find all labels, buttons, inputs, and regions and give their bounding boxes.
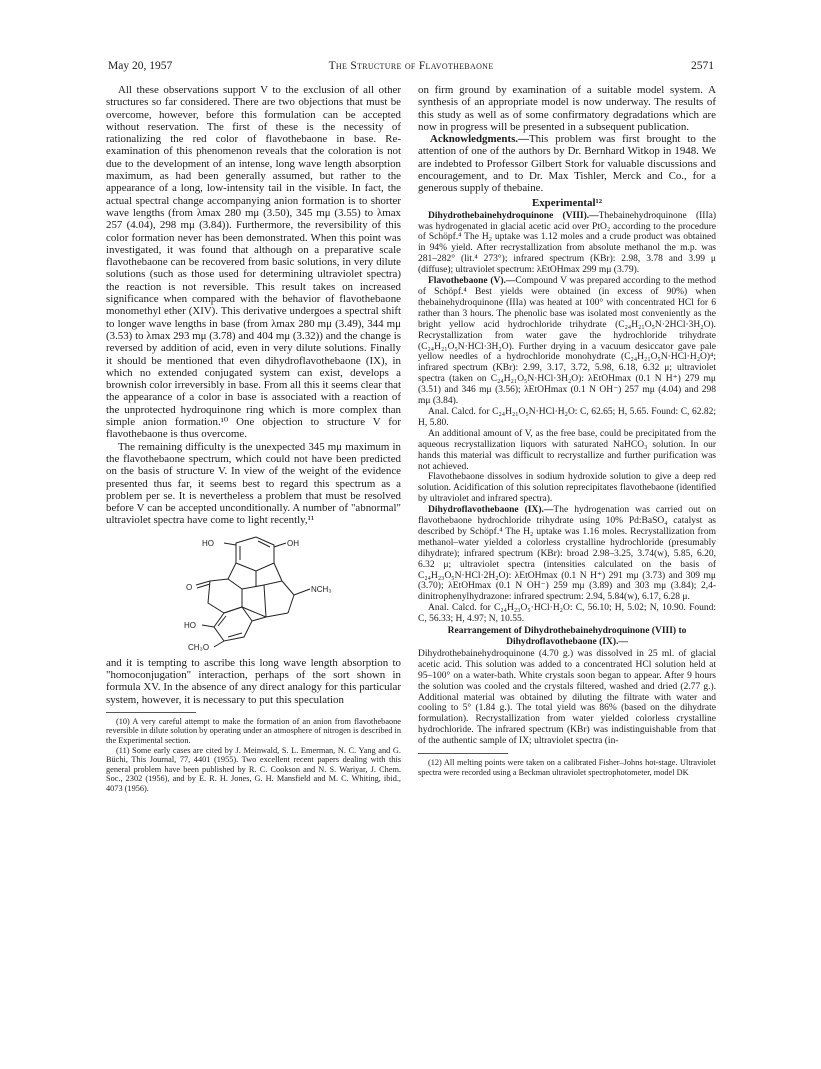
dihydrothebainehydroquinone-heading: Dihydrothebainehydroquinone (VIII).— (428, 210, 599, 221)
rearrangement-heading: Rearrangement of Dihydrothebainehydroquinone (VIII) to Dihydroflavothebaone (IX).— (447, 626, 687, 648)
structure-label-ho-top: HO (201, 538, 214, 548)
header-date: May 20, 1957 (108, 60, 173, 72)
dihydroflavothebaone-text: The hydrogenation was carried out on flavothebaone hydrochloride trihydrate using 10% Pd:BaSO₄ catalyst as described by Schöpf.⁴ The H₂ uptake was 1.16 moles. Recrystallization from methanol–water yielded a colorless crystalline hydrochloride (presumably dihydrate); infrared spectrum (KBr): broad 2.98–3.25, 3.74(w), 5.85, 6.20, 6.32 μ; ultraviolet spectra (intensities calculated on the basis of C₂₄H₂₃O₅N·HCl·2H₂O): λEtOHmax (0.1 N H⁺) 291 mμ (3.73) and 309 mμ (3.70); λEtOHmax (0.1 N OH⁻) 259 mμ (3.89) and 303 mμ (3.84); 2,4-dinitrophenylhydrazone: infrared spectrum: 2.94, 5.84(w), 6.17, 6.28 μ. (418, 505, 716, 603)
structure-label-ch3o: CH₃O (187, 642, 209, 651)
paragraph-dihydroflavothebaone (418, 505, 716, 603)
structure-label-ho-mid: HO (183, 620, 196, 630)
acknowledgments-text: This problem was first brought to the attention of one of the authors by Dr. Bernhard Witkop in 1948. We are indebted to Professor Gilbert Stork for valuable discussions and encouragement, and to Dr. Max Tishler, Merck and Co., for a generous supply of thebaine. (418, 133, 716, 195)
footnote-rule (106, 712, 196, 713)
running-header (108, 60, 714, 76)
paragraph-color-discussion: All these observations support V to the exclusion of all other structures so far considered. There are two objections that must be overcome, however, before this formulation can be accepted without reservation. The first of these is the necessity of rationalizing the red color of flavothebaone in base. Re-examination of this phenomenon reveals that the coloration is not due to the development of an intense, long wave length absorption maximum, as had been generally assumed, but rather to the appearance of a long, low-intensity tail in the visible. In fact, the actual spectral change accompanying anion formation is to shorter wave lengths (from λmax 280 mμ (3.50), 345 mμ (3.55) to λmax 257 (4.04), 298 mμ (3.84)). Furthermore, the reversibility of this color formation never has been demonstrated. When this point was investigated, it was found that although on a preparative scale flavothebaone can be recovered from basic solutions, in very dilute solutions (such as those used for determining ultraviolet spectra) the reaction is not reversible. This result takes on increased significance when compared with the behavior of flavothebaone monomethyl ether (XIV). This derivative undergoes a spectral shift to longer wave lengths in base (from λmax 280 mμ (3.49), 344 mμ (3.53) to λmax 293 mμ (3.78) and 404 mμ (3.32)) and the change is reversed by addition of acid, even in very dilute solutions. Finally it should be mentioned that even dihydroflavothebaone (IX), in which no extended conjugated system can exist, develops a brownish color irreversibly in base. From all this it seems clear that the appearance of a color in base is associated with a reaction of the unprotected hydroquinone ring which is more complex than simple anion formation.¹⁰ One objection to structure V for flavothebaone is thus overcome. (106, 84, 401, 441)
dihydroflavothebaone-heading: Dihydroflavothebaone (IX).— (428, 505, 554, 516)
paragraph-sodium-hydroxide: Flavothebaone dissolves in sodium hydroxide solution to give a deep red solution. Acidification of this solution reprecipitates flavothebaone (identified by ultraviolet and infrared spectra). (418, 472, 716, 505)
analysis-dihydroflavothebaone: Anal. Calcd. for C₂₄H₂₃O₅·HCl·H₂O: C, 56.10; H, 5.02; N, 10.90. Found: C, 56.33; H, 4.97; N, 10.55. (418, 603, 716, 625)
acknowledgments-heading: Acknowledgments.— (430, 133, 529, 146)
paragraph-remaining-difficulty: The remaining difficulty is the unexpected 345 mμ maximum in the flavothebaone spectrum, which could not have been predicted on the basis of structure V. In view of the weight of the evidence presented thus far, it seems best to regard this spectrum as a problem per se. It is nevertheless a problem that must be resolved before V can be accepted unconditionally. A number of "abnormal" ultraviolet spectra have come to light recently,¹¹ (106, 440, 401, 527)
structure-label-o: O (185, 582, 192, 592)
paragraph-flavothebaone (418, 276, 716, 407)
paragraph-model-system: on firm ground by examination of a suitable model system. A synthesis of an appropriate model is now underway. The results of this study as well as of some confirmatory degradations which are now in progress will be presented in a subsequent publication. (418, 84, 716, 133)
paragraph-dihydrothebainehydroquinone (418, 211, 716, 276)
footnote-10: (10) A very careful attempt to make the formation of an anion from flavothebaone reversible in dilute solution by operating under an atmosphere of nitrogen is described in the Experimental section. (106, 716, 401, 746)
left-column (106, 84, 401, 794)
chemical-structure-xv (144, 533, 364, 651)
footnote-11: (11) Some early cases are cited by J. Meinwald, S. L. Emerman, N. C. Yang and G. Büchi, This Journal, 77, 4401 (1955). Two excellent recent papers dealing with this general problem have been published by R. C. Cookson and N. S. Wariyar, J. Chem. Soc., 2302 (1956), and by E. R. H. Jones, G. H. Mansfield and M. C. Whiting, ibid., 4073 (1956). (106, 745, 401, 794)
dihydrothebainehydroquinone-text: Thebainehydroquinone (IIIa) was hydrogenated in glacial acetic acid over PtO₂ according to the procedure of Schöpf.⁴ The H₂ uptake was 1.12 moles and a crude product was obtained in 94% yield. After recrystallization from absolute methanol the m.p. was 281–282° (lit.⁴ 273°); infrared spectrum (KBr): 2.98, 3.78 and 3.99 μ (diffuse); ultraviolet spectrum: λEtOHmax 299 mμ (3.79). (418, 210, 716, 276)
structure-label-oh: OH (286, 538, 299, 548)
flavothebaone-text: Compound V was prepared according to the method of Schöpf.⁴ Best yields were obtained (in excess of 90%) when thebainehydroquinone (IIIa) was heated at 100° with concentrated HCl for 6 rather than 3 hours. The phenolic base was isolated most conveniently as the bright yellow acid hydrochloride trihydrate (C₂₄H₂₁O₅N·2HCl·3H₂O). Recrystallization from water gave the hydrochloride trihydrate (C₂₄H₂₁O₅N·HCl·3H₂O). Further drying in a vacuum desiccator gave pale yellow needles of a hydrochloride monohydrate (C₂₄H₂₁O₅N·HCl·H₂O)⁴; infrared spectrum (KBr): 2.99, 3.17, 3.72, 5.98, 6.18, 6.32 μ; ultraviolet spectra (taken on C₂₄H₂₁O₅N·HCl·3H₂O): λEtOHmax (0.1 N H⁺) 279 mμ (3.51) and 346 mμ (3.56); λEtOHmax (0.1 N OH⁻) 257 mμ (4.04) and 298 mμ (3.84). (418, 276, 717, 407)
flavothebaone-heading: Flavothebaone (V).— (428, 276, 516, 287)
paragraph-free-base: An additional amount of V, as the free base, could be precipitated from the aqueous recrystallization liquors with saturated NaHCO₃ solution. In our hands this material was difficult to recrystallize and further purification was not achieved. (418, 428, 716, 472)
footnote-12: (12) All melting points were taken on a calibrated Fisher–Johns hot-stage. Ultraviolet spectra were recorded using a Beckman ultraviolet spectrophotometer, model DK (418, 758, 716, 777)
paragraph-rearrangement: Dihydrothebainehydroquinone (4.70 g.) was dissolved in 25 ml. of glacial acetic acid. This solution was added to a concentrated HCl solution held at 95–100° on a water-bath. White crystals soon began to appear. After 9 hours the solution was cooled and the crystals filtered, washed and dried (2.77 g.). Additional material was obtained by diluting the filtrate with water and cooling to 5° (1.84 g.). The total yield was 86% (based on the dihydrate formulation). Recrystallization from water yielded colorless crystalline hydrochloride. The infrared spectrum (KBr) was indistinguishable from that of the authentic sample of IX; ultraviolet spectra (in- (418, 648, 716, 747)
right-column (418, 84, 716, 777)
footnote-rule-right (418, 753, 508, 754)
paragraph-homoconjugation: and it is tempting to ascribe this long wave length absorption to "homoconjugation" interaction, perhaps of the sort shown in formula XV. In the absence of any direct analogy for this particular system, however, it is necessary to put this speculation (106, 656, 401, 706)
header-title: The Structure of Flavothebaone (328, 60, 494, 72)
structure-label-nch3: NCH₃ (310, 584, 332, 594)
analysis-flavothebaone: Anal. Calcd. for C₂₄H₂₁O₅N·HCl·H₂O: C, 62.65; H, 5.65. Found: C, 62.82; H, 5.80. (418, 406, 716, 428)
experimental-heading: Experimental¹² (531, 196, 603, 209)
header-page-number: 2571 (691, 60, 714, 72)
paragraph-acknowledgments (418, 133, 716, 194)
